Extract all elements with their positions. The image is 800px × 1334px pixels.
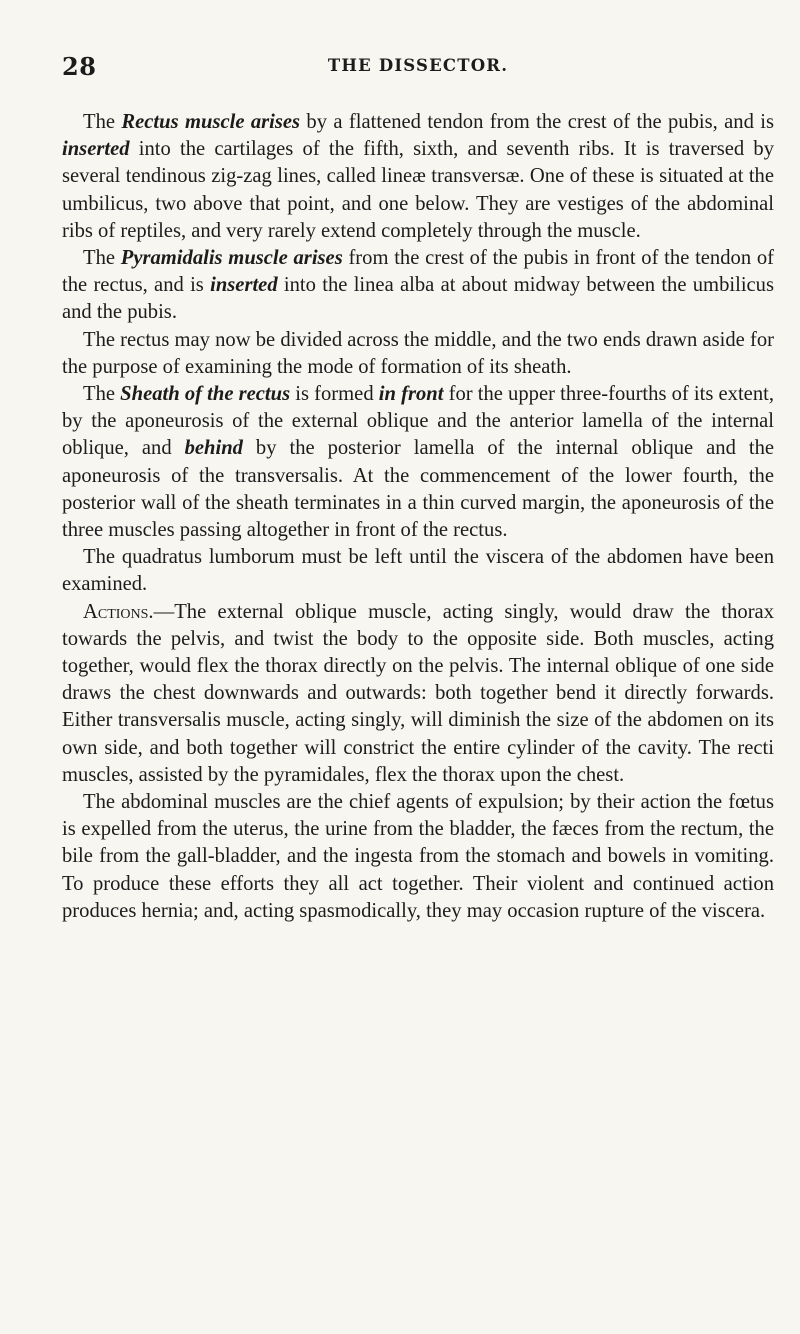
- italic-term: inserted: [210, 274, 278, 297]
- text-run: The: [83, 383, 121, 406]
- text-run: The abdominal muscles are the chief agents of expulsion; by their action the fœtus is expelled from the uterus, the urine from the bladder, the fæces from the rectum, the bile from the gall-bladder, and the ingesta from the stomach and bowels in vomiting. To produce these efforts they all act together. Their violent and continued action produces hernia; and, acting spasmodically, they may occasion rupture of the viscera.: [62, 791, 774, 922]
- italic-term: Sheath of the rectus: [120, 383, 291, 406]
- text-run: from the crest of the pubis in front of the tendon of the rectus, and is: [62, 247, 774, 297]
- text-run: The quadratus lumborum must be left until the viscera of the abdomen have been examined.: [62, 546, 774, 596]
- text-run: by a flattened tendon from the crest of the pubis, and is: [300, 111, 775, 133]
- text-run: The: [83, 111, 122, 133]
- text-run: is formed: [290, 383, 379, 406]
- italic-term: in front: [378, 383, 444, 406]
- text-run: by the posterior lamella of the internal oblique and the aponeurosis of the transversalis. At the commencement of the lower fourth, the posterior wall of the sheath terminates in a thin curved margin, the aponeurosis of the three muscles passing altogether in front of the rectus.: [62, 437, 774, 542]
- section-lead: Actions.: [83, 600, 154, 623]
- text-run: The: [83, 247, 121, 270]
- para-actions: [62, 599, 774, 789]
- text-run: —The external oblique muscle, acting singly, would draw the thorax towards the pelvis, and twist the body to the opposite side. Both muscles, acting together, would flex the thorax directly on the pelvis. The internal oblique of one side draws the chest downwards and outwards: both together bend it directly forwards. Either transversalis muscle, acting singly, will diminish the size of the abdomen on its own side, and both together will constrict the entire cylinder of the cavity. The recti muscles, assisted by the pyramidales, flex the thorax upon the chest.: [62, 600, 774, 786]
- italic-term: Pyramidalis muscle arises: [120, 247, 343, 270]
- text-run: The rectus may now be divided across the middle, and the two ends drawn aside for the purpose of examining the mode of formation of its sheath.: [62, 328, 774, 378]
- page-header: [62, 52, 774, 84]
- text-run: for the upper three-fourths of its extent, by the aponeurosis of the external oblique and the anterior lamella of the internal oblique, and: [62, 383, 774, 460]
- italic-term: behind: [184, 437, 243, 460]
- para-rectus-muscle: [62, 109, 774, 245]
- body-text: [62, 109, 774, 925]
- page-number: 28: [62, 52, 97, 81]
- para-sheath-of-rectus: [62, 381, 774, 544]
- text-run: into the cartilages of the fifth, sixth, and seventh ribs. It is traversed by several tendinous zig-zag lines, called lineæ transversæ. One of these is situated at the umbilicus, two above that point, and one below. They are vestiges of the abdominal ribs of reptiles, and very rarely extend completely through the muscle.: [62, 138, 774, 242]
- text-run: into the linea alba at about midway between the umbilicus and the pubis.: [62, 274, 774, 324]
- para-divide-rectus: [62, 327, 774, 381]
- italic-term: Rectus muscle arises: [121, 111, 301, 133]
- para-pyramidalis-muscle: [62, 245, 774, 327]
- running-head: THE DISSECTOR.: [327, 56, 509, 75]
- italic-term: inserted: [62, 138, 130, 161]
- para-quadratus-lumborum: [62, 544, 774, 598]
- para-expulsion: [62, 789, 774, 925]
